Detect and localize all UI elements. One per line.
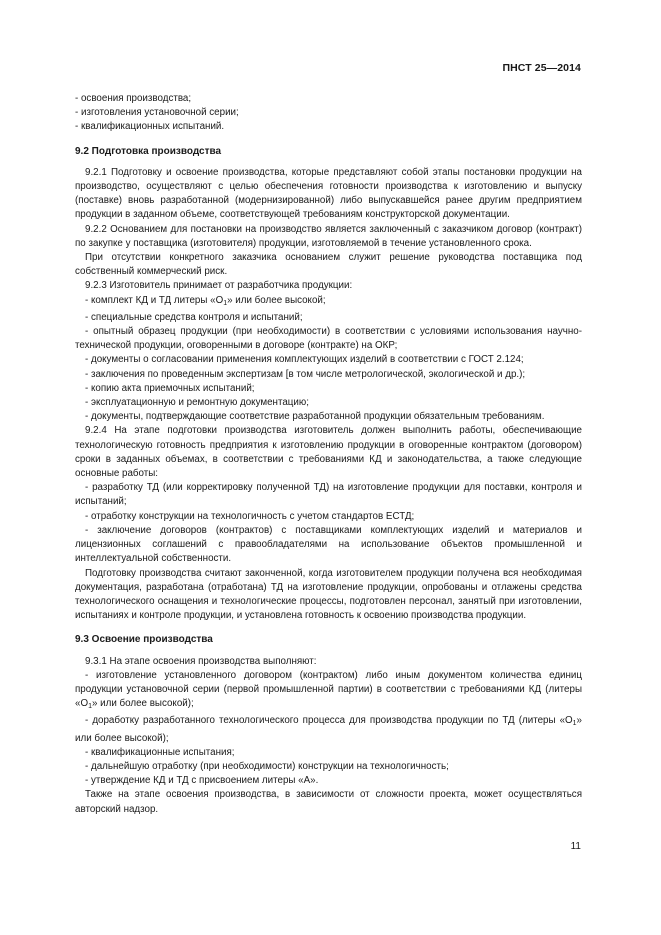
list-item-text: » или более высокой; <box>227 294 326 306</box>
section-heading-9-3: 9.3 Освоение производства <box>75 634 213 646</box>
list-item <box>75 294 582 311</box>
list-item-text: » или более высокой); <box>75 715 582 744</box>
paragraph-9-3-1: 9.3.1 На этапе освоения производства выполняют: <box>85 655 317 667</box>
paragraph-9-2-2: 9.2.2 Основанием для постановки на производство является заключенный с заказчиком договор (контракт) по закупке у поставщика (изготовителя) продукции, изготовляемой в течение установленного срока. <box>75 223 582 249</box>
list-item <box>75 669 582 715</box>
list-item: - отработку конструкции на технологичность с учетом стандартов ЕСТД; <box>85 510 415 522</box>
paragraph-9-2-3: 9.2.3 Изготовитель принимает от разработчика продукции: <box>85 280 353 292</box>
section-heading-9-2: 9.2 Подготовка производства <box>75 145 222 157</box>
list-item-text: - комплект КД и ТД литеры «О <box>85 294 224 306</box>
document-designation: ПНСТ 25—2014 <box>502 62 581 74</box>
paragraph-completion: Подготовку производства считают законченной, когда изготовителем продукции получена вся необходимая документация, разработана (отработана) ТД на изготовление продукции, опробованы и отлажены средства технологического оснащения и технологические процессы, подготовлен персонал, занятый при изготовлении, испытаниях и контроле продукции, и установлена готовность к освоению производства продукции. <box>75 567 582 622</box>
subscript: 1 <box>88 703 92 711</box>
list-item: - копию акта приемочных испытаний; <box>85 382 255 394</box>
list-item <box>75 714 582 745</box>
subscript: 1 <box>572 720 577 728</box>
subscript: 1 <box>223 299 228 307</box>
page-number: 11 <box>570 841 581 852</box>
list-item: - разработку ТД (или корректировку полученной ТД) на изготовление продукции для поставки, контроля и испытаний; <box>75 482 582 508</box>
page-body <box>75 92 582 817</box>
list-item-text: - доработку разработанного технологического процесса для производства продукции по ТД (литеры «О <box>85 715 573 727</box>
paragraph-author-supervision: Также на этапе освоения производства, в зависимости от сложности проекта, может осуществляться авторский надзор. <box>75 789 582 815</box>
list-item: - освоения производства; <box>75 93 192 104</box>
list-item: - заключение договоров (контрактов) с поставщиками комплектующих изделий и материалов и лицензионных соглашений с правообладателями на использование объектов промышленной и интеллектуальной собственности. <box>75 524 582 565</box>
list-item: - квалификационные испытания; <box>85 746 235 758</box>
paragraph-9-2-1: 9.2.1 Подготовку и освоение производства, которые представляют собой этапы постановки продукции на производство, осуществляют с целью обеспечения готовности производства к изготовлению и выпуску (поставке) вновь разработанной (модернизированной) либо выпускавшейся ранее другим предприятием продукции в заданном объеме, соответствующей требованиям конструкторской документации. <box>75 166 582 221</box>
paragraph-no-customer: При отсутствии конкретного заказчика основанием служит решение руководства поставщика под собственный коммерческий риск. <box>75 252 582 278</box>
list-item: - заключения по проведенным экспертизам [в том числе метрологической, экологической и др.); <box>85 368 526 380</box>
list-item: - эксплуатационную и ремонтную документацию; <box>85 397 309 409</box>
list-item-text: » или более высокой); <box>91 698 194 710</box>
list-item: - изготовления установочной серии; <box>75 107 239 119</box>
list-item: - квалификационных испытаний. <box>75 121 225 133</box>
list-item: - утверждение КД и ТД с присвоением литеры «А». <box>85 775 319 787</box>
list-item: - документы, подтверждающие соответствие разработанной продукции обязательным требованиям. <box>85 411 545 423</box>
list-item-text: - изготовление установленного договором (контрактом) либо иным документом количества единиц продукции установочной серии (первой промышленной партии) в соответствии с требованиями КД (литеры «О <box>75 669 582 710</box>
list-item: - опытный образец продукции (при необходимости) в соответствии с условиями использования научно-технической продукции, оговоренными в договоре (контракте) на ОКР; <box>75 326 582 352</box>
list-item: - специальные средства контроля и испытаний; <box>85 311 303 323</box>
list-item: - дальнейшую отработку (при необходимости) конструкции на технологичность; <box>85 760 449 772</box>
list-item: - документы о согласовании применения комплектующих изделий в соответствии с ГОСТ 2.124; <box>85 354 524 366</box>
paragraph-9-2-4: 9.2.4 На этапе подготовки производства изготовитель должен выполнить работы, обеспечивающие технологическую готовность предприятия к изготовлению продукции в оговоренные контрактом (договором) сроки в заданных объемах, в соответствии с требованиями КД и законодательства, а также следующие основные работы: <box>75 425 582 480</box>
